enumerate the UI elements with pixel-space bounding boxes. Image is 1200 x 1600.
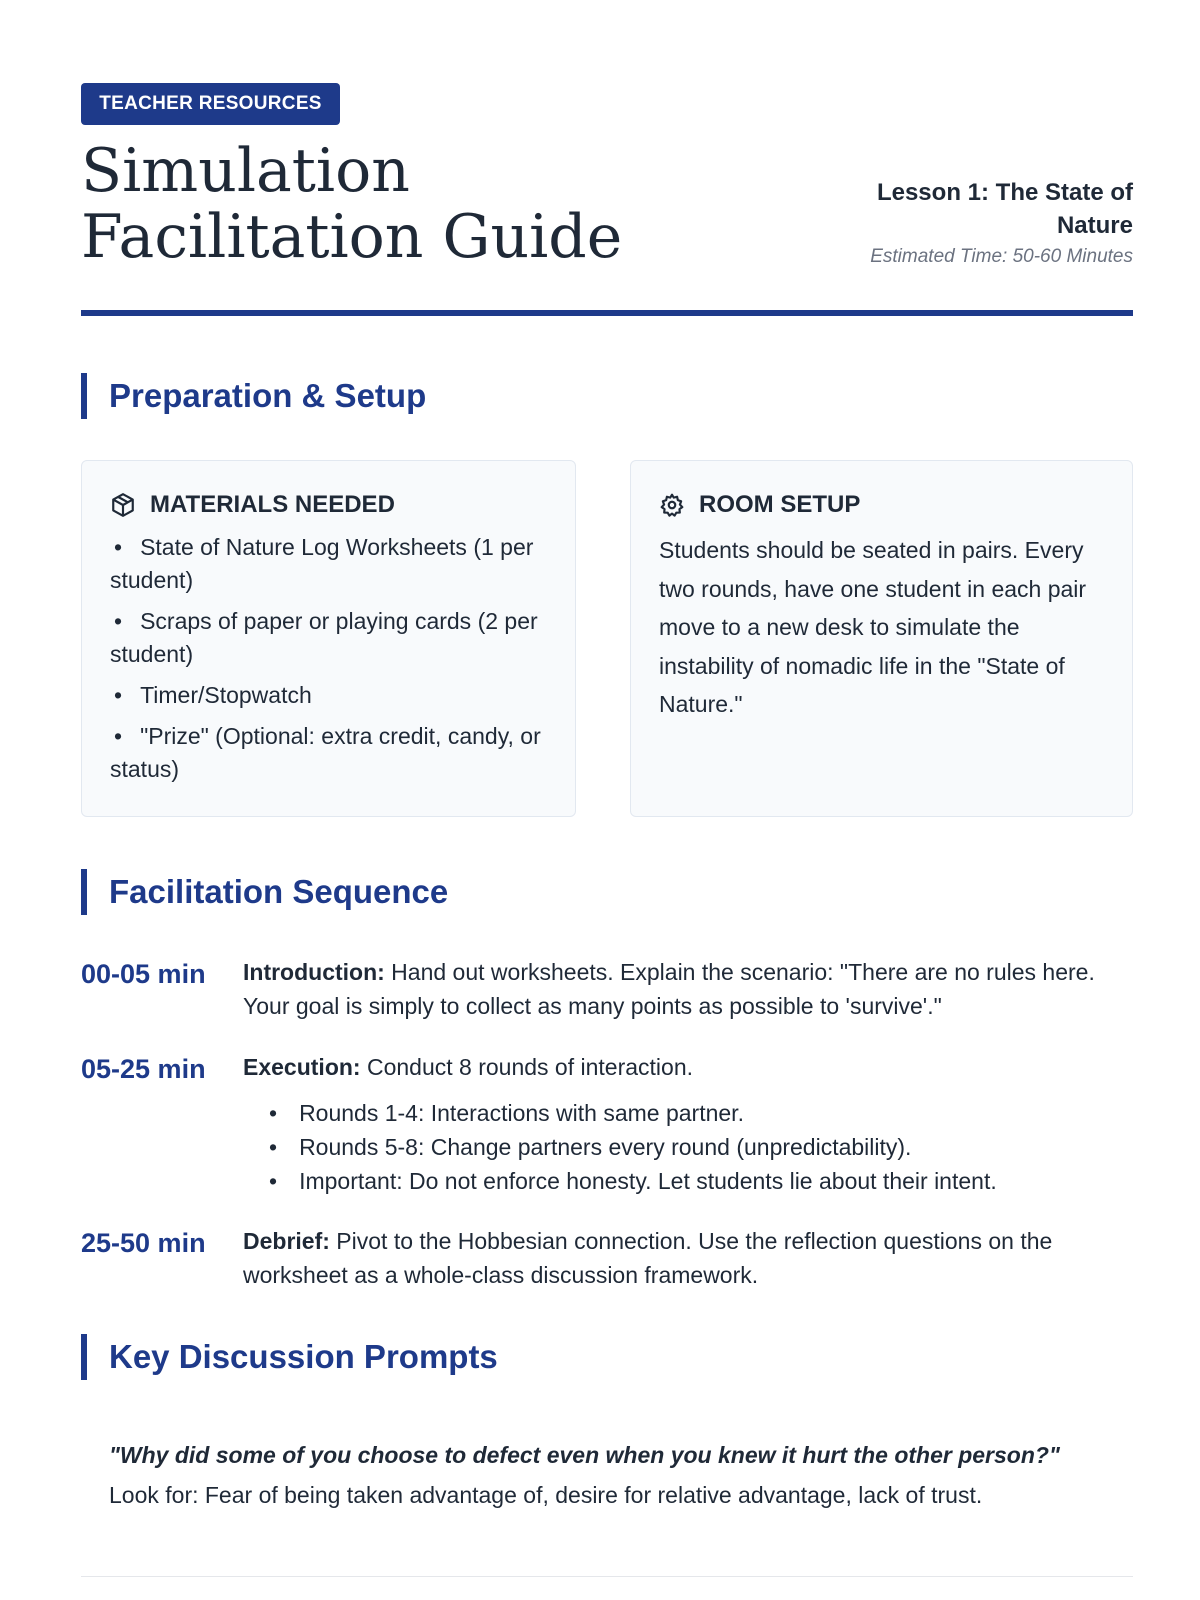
list-item: • State of Nature Log Worksheets (1 per student) bbox=[110, 531, 547, 597]
step-text: Hand out worksheets. Explain the scenario: "There are no rules here. Your goal is simply to collect as many points as possible to 'survive'." bbox=[243, 959, 1095, 1019]
room-setup-title: ROOM SETUP bbox=[699, 491, 861, 518]
step-label: Introduction: bbox=[243, 959, 385, 985]
section-heading-prompts: Key Discussion Prompts bbox=[81, 1334, 498, 1380]
materials-title: MATERIALS NEEDED bbox=[150, 491, 395, 518]
prompt-look-for: Look for: Fear of being taken advantage of, desire for relative advantage, lack of trust. bbox=[109, 1482, 983, 1508]
list-item: • Scraps of paper or playing cards (2 per student) bbox=[110, 605, 547, 671]
sequence-step bbox=[81, 1224, 1133, 1292]
prompt-divider bbox=[81, 1576, 1133, 1577]
category-badge: TEACHER RESOURCES bbox=[81, 83, 340, 125]
discussion-prompt bbox=[109, 1438, 1109, 1512]
step-time: 25-50 min bbox=[81, 1228, 206, 1258]
list-item: • Rounds 5-8: Change partners every round (unpredictability). bbox=[243, 1130, 1133, 1164]
step-bullets bbox=[243, 1096, 1133, 1198]
sequence-step bbox=[81, 955, 1133, 1023]
materials-card-header bbox=[110, 491, 547, 519]
step-body bbox=[243, 1050, 1133, 1198]
header-divider bbox=[81, 310, 1133, 316]
list-item: • Rounds 1-4: Interactions with same partner. bbox=[243, 1096, 1133, 1130]
estimated-time: Estimated Time: 50-60 Minutes bbox=[870, 246, 1133, 267]
step-label: Debrief: bbox=[243, 1228, 330, 1254]
lesson-title: Lesson 1: The State of Nature bbox=[876, 179, 1133, 239]
step-body bbox=[243, 955, 1133, 1023]
materials-list bbox=[110, 531, 547, 786]
list-item: • "Prize" (Optional: extra credit, candy, or status) bbox=[110, 720, 547, 786]
step-text: Conduct 8 rounds of interaction. bbox=[360, 1054, 693, 1080]
section-heading-preparation: Preparation & Setup bbox=[81, 373, 426, 419]
section-heading-sequence: Facilitation Sequence bbox=[81, 869, 448, 915]
prompt-question: "Why did some of you choose to defect even when you knew it hurt the other person?" bbox=[109, 1442, 1060, 1468]
list-item: • Important: Do not enforce honesty. Let students lie about their intent. bbox=[243, 1164, 1133, 1198]
room-setup-header bbox=[659, 491, 1104, 519]
step-text: Pivot to the Hobbesian connection. Use the reflection questions on the worksheet as a whole-class discussion framework. bbox=[243, 1228, 1053, 1288]
sequence-step bbox=[81, 1050, 1133, 1198]
page-title: Simulation Facilitation Guide bbox=[81, 136, 623, 272]
list-item: • Timer/Stopwatch bbox=[110, 679, 547, 712]
gear-icon bbox=[659, 492, 685, 518]
room-setup-card bbox=[630, 460, 1133, 817]
room-setup-text: Students should be seated in pairs. Every two rounds, have one student in each pair move to a new desk to simulate the instability of nomadic life in the "State of Nature." bbox=[659, 537, 1087, 717]
step-time: 05-25 min bbox=[81, 1054, 206, 1084]
lesson-meta bbox=[813, 176, 1133, 270]
step-label: Execution: bbox=[243, 1054, 361, 1080]
materials-card bbox=[81, 460, 576, 817]
step-time: 00-05 min bbox=[81, 959, 206, 989]
box-icon bbox=[110, 492, 136, 518]
step-body bbox=[243, 1224, 1133, 1292]
